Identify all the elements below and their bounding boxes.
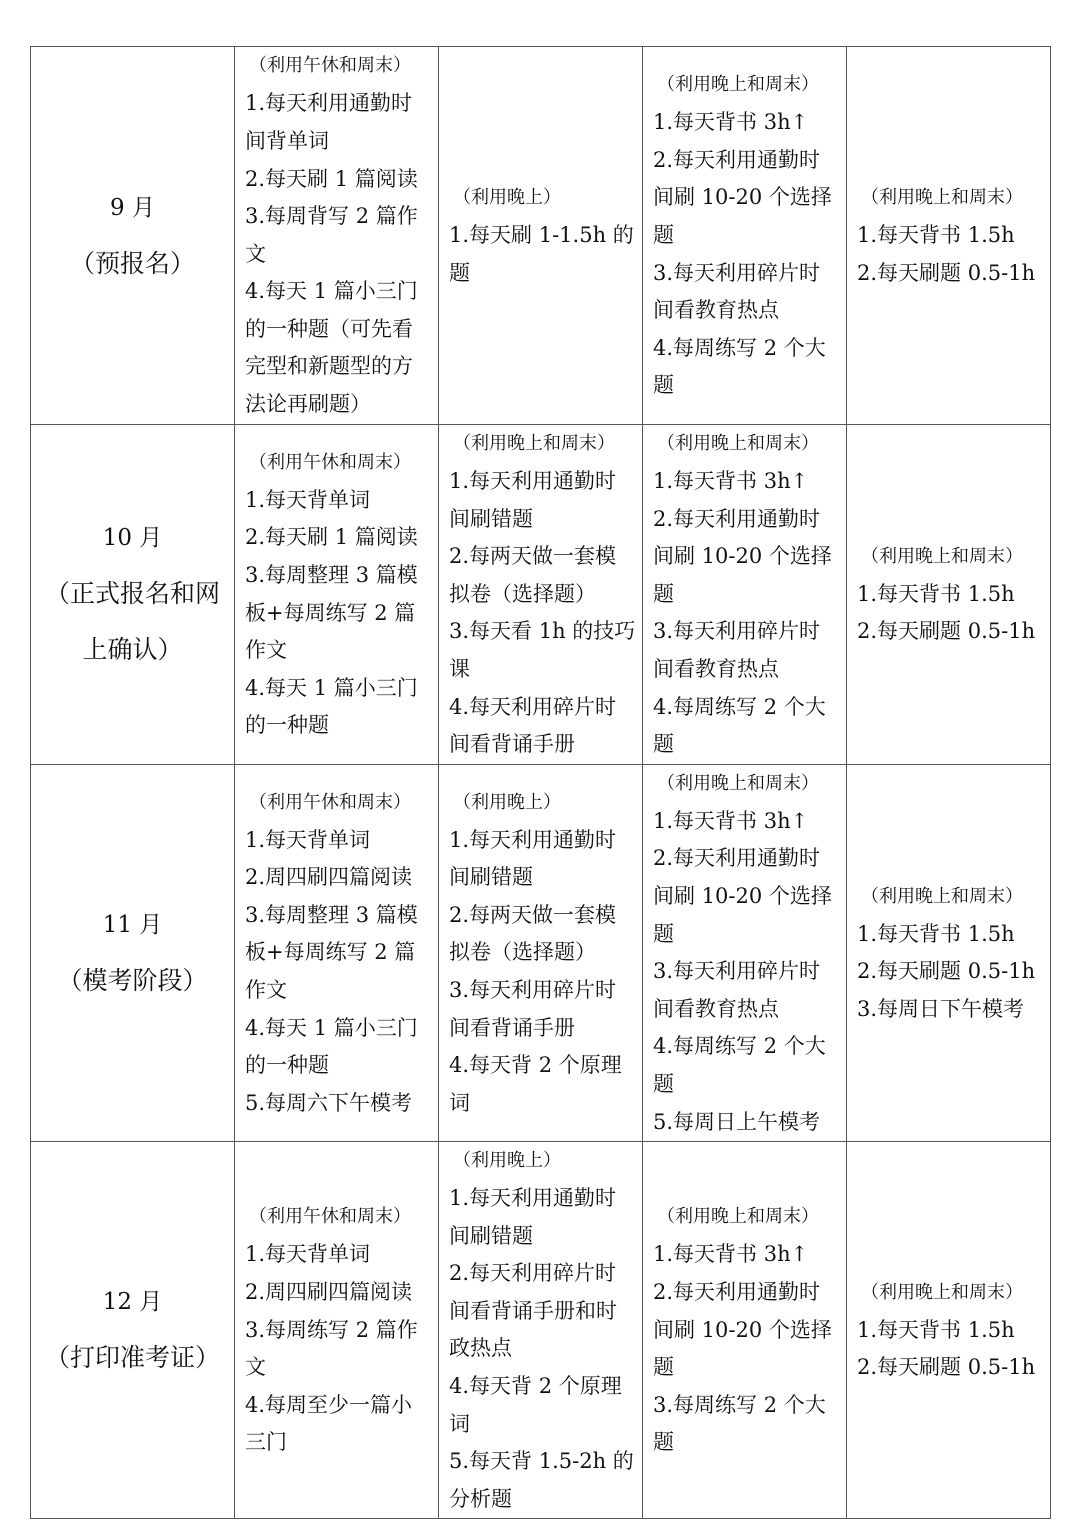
plan-item: 1.每天背书 1.5h bbox=[857, 581, 1015, 606]
time-note: （利用晚上和周末） bbox=[453, 433, 615, 454]
month-phase: （预报名） bbox=[69, 248, 195, 278]
plan-cell bbox=[439, 425, 643, 765]
plan-item: 1.每天背书 3h↑ bbox=[653, 808, 809, 833]
plan-item: 3.每周日下午模考 bbox=[857, 996, 1025, 1021]
plan-item: 1.每天背书 3h↑ bbox=[653, 1242, 809, 1267]
plan-cell bbox=[235, 764, 439, 1141]
plan-cell bbox=[235, 1142, 439, 1519]
month-label: 11 月 bbox=[102, 911, 163, 938]
plan-cell bbox=[847, 425, 1051, 765]
plan-item: 3.每周整理 3 篇模板+每周练写 2 篇作文 bbox=[245, 562, 418, 663]
plan-item: 4.每天背 2 个原理词 bbox=[449, 1374, 622, 1436]
plan-item: 2.每天刷题 0.5-1h bbox=[857, 959, 1036, 984]
plan-item: 1.每天背书 1.5h bbox=[857, 921, 1015, 946]
plan-item: 2.每天刷 1 篇阅读 bbox=[245, 166, 418, 191]
time-note: （利用晚上和周末） bbox=[861, 545, 1023, 567]
plan-cell bbox=[643, 1142, 847, 1519]
plan-item: 5.每周日上午模考 bbox=[653, 1109, 821, 1134]
month-label: 12 月 bbox=[102, 1289, 163, 1316]
plan-cell bbox=[643, 764, 847, 1141]
month-cell bbox=[31, 764, 235, 1141]
plan-item: 4.每天 1 篇小三门的一种题 bbox=[245, 675, 418, 738]
month-cell bbox=[31, 47, 235, 425]
plan-item: 2.每天刷 1 篇阅读 bbox=[245, 525, 418, 550]
month-label: 9 月 bbox=[110, 194, 155, 221]
plan-item: 3.每周练写 2 篇作文 bbox=[245, 1317, 418, 1380]
plan-cell bbox=[643, 425, 847, 765]
plan-item: 3.每周练写 2 个大题 bbox=[653, 1392, 826, 1455]
time-note: （利用晚上和周末） bbox=[657, 74, 819, 96]
plan-item: 2.每两天做一套模拟卷（选择题） bbox=[449, 902, 617, 965]
plan-item: 2.周四刷四篇阅读 bbox=[245, 1280, 413, 1305]
plan-item: 1.每天利用通勤时间刷错题 bbox=[449, 827, 617, 890]
plan-item: 4.每周至少一篇小三门 bbox=[245, 1392, 413, 1455]
plan-cell bbox=[235, 425, 439, 765]
plan-item: 4.每天 1 篇小三门的一种题（可先看完型和新题型的方法论再刷题） bbox=[245, 279, 418, 417]
plan-item: 4.每周练写 2 个大题 bbox=[653, 335, 826, 398]
time-note: （利用晚上和周末） bbox=[861, 186, 1023, 208]
table-row bbox=[31, 47, 1051, 425]
plan-item: 2.每天利用通勤时间刷 10-20 个选择题 bbox=[653, 1280, 832, 1380]
plan-item: 2.每天刷题 0.5-1h bbox=[857, 1355, 1036, 1380]
plan-item: 2.周四刷四篇阅读 bbox=[245, 865, 413, 890]
plan-cell bbox=[847, 764, 1051, 1141]
time-note: （利用晚上） bbox=[453, 791, 561, 813]
plan-item: 2.每天利用碎片时间看背诵手册和时政热点 bbox=[449, 1261, 617, 1361]
plan-item: 1.每天背书 1.5h bbox=[857, 1317, 1015, 1342]
plan-item: 2.每天利用通勤时间刷 10-20 个选择题 bbox=[653, 147, 832, 247]
time-note: （利用晚上和周末） bbox=[861, 1281, 1023, 1303]
plan-item: 1.每天刷 1-1.5h 的题 bbox=[449, 222, 634, 285]
plan-item: 1.每天背书 1.5h bbox=[857, 222, 1015, 247]
plan-item: 1.每天背单词 bbox=[245, 1242, 371, 1267]
plan-item: 1.每天背书 3h↑ bbox=[653, 469, 809, 493]
plan-item: 2.每两天做一套模拟卷（选择题） bbox=[449, 544, 617, 606]
plan-cell bbox=[847, 47, 1051, 425]
time-note: （利用晚上和周末） bbox=[657, 433, 819, 454]
plan-item: 1.每天利用通勤时间刷错题 bbox=[449, 1186, 617, 1248]
plan-item: 5.每天背 1.5-2h 的分析题 bbox=[449, 1449, 634, 1511]
time-note: （利用午休和周末） bbox=[249, 1206, 411, 1228]
month-cell bbox=[31, 425, 235, 765]
month-label: 10 月 bbox=[102, 525, 163, 552]
plan-item: 1.每天背单词 bbox=[245, 487, 371, 512]
plan-item: 3.每天看 1h 的技巧课 bbox=[449, 619, 636, 681]
plan-cell bbox=[847, 1142, 1051, 1519]
plan-item: 2.每天刷题 0.5-1h bbox=[857, 260, 1036, 285]
plan-item: 3.每天利用碎片时间看教育热点 bbox=[653, 260, 821, 323]
plan-item: 3.每天利用碎片时间看教育热点 bbox=[653, 619, 821, 681]
time-note: （利用晚上） bbox=[453, 1150, 561, 1172]
table-row bbox=[31, 764, 1051, 1141]
plan-item: 5.每周六下午模考 bbox=[245, 1090, 413, 1115]
plan-item: 1.每天背单词 bbox=[245, 827, 371, 852]
time-note: （利用午休和周末） bbox=[249, 55, 411, 77]
plan-item: 1.每天利用通勤时间刷错题 bbox=[449, 469, 617, 531]
plan-item: 3.每天利用碎片时间看教育热点 bbox=[653, 959, 821, 1021]
plan-item: 4.每天利用碎片时间看背诵手册 bbox=[449, 694, 617, 757]
plan-cell bbox=[439, 1142, 643, 1519]
plan-item: 4.每天 1 篇小三门的一种题 bbox=[245, 1015, 418, 1078]
table-row bbox=[31, 425, 1051, 765]
plan-item: 3.每天利用碎片时间看背诵手册 bbox=[449, 977, 617, 1040]
month-phase: （正式报名和网上确认） bbox=[44, 579, 220, 665]
plan-item: 4.每天背 2 个原理词 bbox=[449, 1053, 622, 1115]
plan-item: 2.每天利用通勤时间刷 10-20 个选择题 bbox=[653, 846, 832, 946]
plan-item: 4.每周练写 2 个大题 bbox=[653, 694, 826, 757]
plan-cell bbox=[235, 47, 439, 425]
study-plan-table bbox=[30, 46, 1051, 1519]
plan-item: 4.每周练写 2 个大题 bbox=[653, 1034, 826, 1096]
plan-cell bbox=[439, 47, 643, 425]
study-plan-body bbox=[31, 47, 1051, 1519]
table-row bbox=[31, 1142, 1051, 1519]
month-cell bbox=[31, 1142, 235, 1519]
time-note: （利用晚上和周末） bbox=[657, 1206, 819, 1228]
plan-item: 2.每天刷题 0.5-1h bbox=[857, 619, 1036, 644]
plan-item: 3.每周整理 3 篇模板+每周练写 2 篇作文 bbox=[245, 902, 418, 1002]
time-note: （利用午休和周末） bbox=[249, 451, 411, 473]
time-note: （利用午休和周末） bbox=[249, 791, 411, 813]
time-note: （利用晚上和周末） bbox=[657, 772, 819, 794]
plan-item: 3.每周背写 2 篇作文 bbox=[245, 204, 418, 266]
time-note: （利用晚上） bbox=[453, 186, 561, 208]
plan-item: 1.每天利用通勤时间背单词 bbox=[245, 91, 413, 153]
month-phase: （打印准考证） bbox=[44, 1343, 220, 1373]
plan-cell bbox=[643, 47, 847, 425]
month-phase: （模考阶段） bbox=[57, 965, 208, 995]
plan-cell bbox=[439, 764, 643, 1141]
plan-item: 2.每天利用通勤时间刷 10-20 个选择题 bbox=[653, 506, 832, 606]
time-note: （利用晚上和周末） bbox=[861, 885, 1023, 907]
plan-item: 1.每天背书 3h↑ bbox=[653, 110, 809, 135]
